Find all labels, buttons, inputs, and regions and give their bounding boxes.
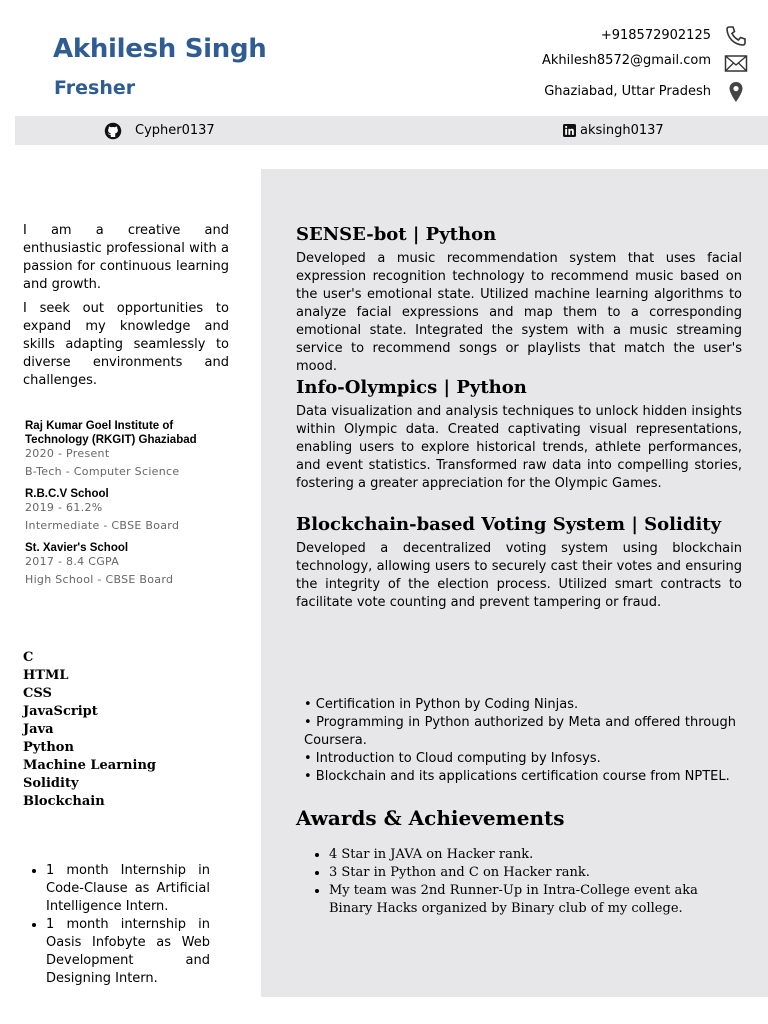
education-entry [25,541,240,587]
certification-item: • Introduction to Cloud computing by Infosys. [304,751,601,766]
education-detail: Intermediate - CBSE Board [25,519,180,532]
education-entry [25,487,240,533]
awards-list [296,846,736,918]
mail-icon [724,52,748,76]
project-title: SENSE-bot | Python [296,224,497,245]
internship-section [24,862,210,988]
skill-item: HTML [23,668,69,683]
project-entry [296,377,742,493]
certification-list [304,696,736,786]
skill-item: Python [23,740,74,755]
project-entry [296,514,742,612]
skill-item: Machine Learning [23,758,156,773]
education-entry [25,419,240,479]
skill-item: Blockchain [23,794,105,809]
summary-paragraph: I am a creative and enthusiastic professional with a passion for continuous learning and growth. [23,223,229,292]
skill-item: Java [23,722,54,737]
certification-item: • Blockchain and its applications certification course from NPTEL. [304,769,730,784]
institution-name: Raj Kumar Goel Institute of Technology (RKGIT) Ghaziabad [25,420,197,446]
phone-text: +918572902125 [600,28,711,43]
links-bar [15,116,768,145]
internship-item: • 1 month internship in Oasis Infobyte as Web Development and Designing Intern. [46,916,210,988]
location-text: Ghaziabad, Uttar Pradesh [544,84,711,99]
awards-section [296,846,736,918]
linkedin-icon [563,124,576,137]
skill-item: JavaScript [23,704,98,719]
candidate-role: Fresher [54,77,136,99]
project-entry [296,224,742,376]
phone-row [601,28,711,43]
linkedin-username: aksingh0137 [580,123,664,138]
github-username: Cypher0137 [135,123,215,138]
education-year: 2019 - 61.2% [25,501,103,514]
certification-item: • Programming in Python authorized by Meta and offered through Coursera. [304,715,736,748]
education-detail: B-Tech - Computer Science [25,465,180,478]
location-pin-icon [724,80,748,104]
phone-icon [724,24,748,48]
education-section [25,419,240,587]
summary-section [23,222,229,396]
github-link[interactable] [104,116,215,145]
award-item: • 3 Star in Python and C on Hacker rank. [329,864,736,882]
project-title: Blockchain-based Voting System | Solidity [296,514,722,535]
linkedin-link[interactable] [563,116,664,145]
internship-list [24,862,210,988]
location-row [544,84,711,99]
candidate-name: Akhilesh Singh [53,34,267,64]
skill-item: Solidity [23,776,79,791]
email-row [542,53,711,68]
skills-list [23,649,156,811]
email-link[interactable]: Akhilesh8572@gmail.com [542,53,711,68]
certification-item: • Certification in Python by Coding Ninjas. [304,697,579,712]
project-description: Data visualization and analysis techniques to unlock hidden insights within Olympic data. Created captivating visual representations, enabling users to explore historical trends, athlete performances, and event statistics. Transformed raw data into compelling stories, fostering a greater appreciation for the Olympic Games. [296,404,742,491]
education-detail: High School - CBSE Board [25,573,174,586]
education-year: 2017 - 8.4 CGPA [25,555,120,568]
internship-item: • 1 month Internship in Code-Clause as Artificial Intelligence Intern. [46,862,210,916]
summary-paragraph: I seek out opportunities to expand my knowledge and skills adapting seamlessly to diverse environments and challenges. [23,301,229,388]
skill-item: CSS [23,686,52,701]
project-title: Info-Olympics | Python [296,377,527,398]
github-icon [104,122,122,140]
award-item: • 4 Star in JAVA on Hacker rank. [329,846,736,864]
project-description: Developed a decentralized voting system using blockchain technology, allowing users to securely cast their votes and ensuring the integrity of the election process. Utilized smart contracts to facilitate vote counting and prevent tampering or fraud. [296,541,742,610]
institution-name: St. Xavier's School [25,542,129,554]
institution-name: R.B.C.V School [25,488,109,500]
skill-item: C [23,650,34,665]
education-year: 2020 - Present [25,447,110,460]
awards-heading: Awards & Achievements [296,806,565,830]
award-item: • My team was 2nd Runner-Up in Intra-College event aka Binary Hacks organized by Binary club of my college. [329,882,736,918]
project-description: Developed a music recommendation system that uses facial expression recognition technology to recommend music based on the user's emotional state. Utilized machine learning algorithms to analyze facial expressions and map them to a corresponding emotional state. Integrated the system with a music streaming service to recommend songs or playlists that match the user's mood. [296,251,742,374]
